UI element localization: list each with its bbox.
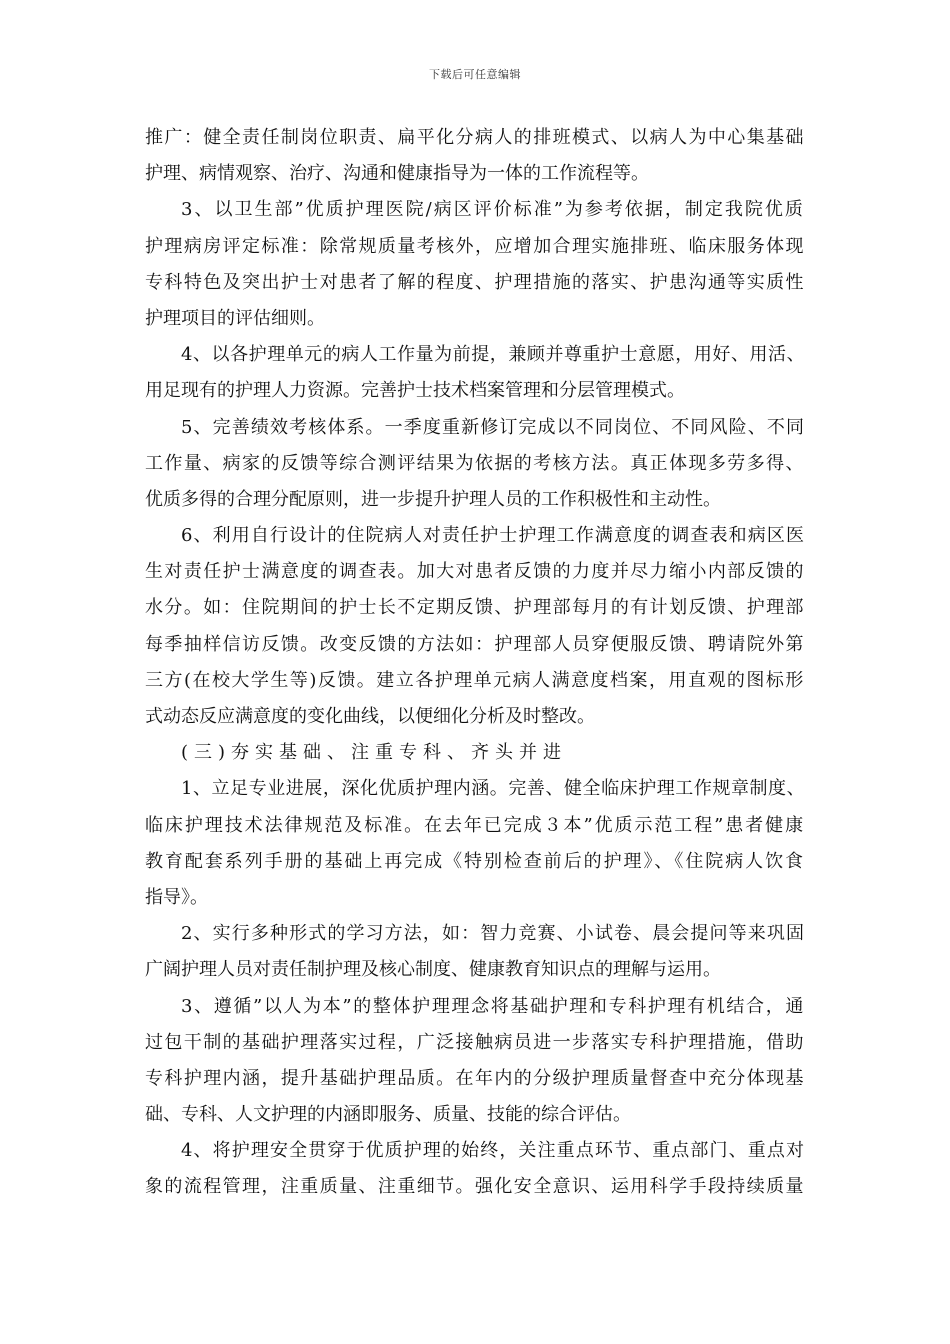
text-line: (三)夯实基础、注重专科、齐头并进 bbox=[181, 742, 568, 764]
text-line: 护理项目的评估细则。 bbox=[145, 307, 325, 329]
text-line: 3、以卫生部”优质护理医院/病区评价标准”为参考依据，制定我院优质 bbox=[181, 199, 805, 221]
text-line: 础、专科、人文护理的内涵即服务、质量、技能的综合评估。 bbox=[145, 1104, 631, 1126]
text-line: 护理、病情观察、治疗、沟通和健康指导为一体的工作流程等。 bbox=[145, 163, 649, 185]
text-line: 每季抽样信访反馈。改变反馈的方法如：护理部人员穿便服反馈、聘请院外第 bbox=[145, 633, 805, 655]
text-line: 5、完善绩效考核体系。一季度重新修订完成以不同岗位、不同风险、不同 bbox=[181, 416, 805, 438]
text-line: 三方(在校大学生等)反馈。建立各护理单元病人满意度档案，用直观的图标形 bbox=[145, 669, 805, 691]
text-line: 护理病房评定标准：除常规质量考核外，应增加合理实施排班、临床服务体现 bbox=[145, 235, 805, 257]
text-line: 用足现有的护理人力资源。完善护士技术档案管理和分层管理模式。 bbox=[145, 380, 685, 402]
text-line: 广阔护理人员对责任制护理及核心制度、健康教育知识点的理解与运用。 bbox=[145, 959, 721, 981]
text-line: 4、以各护理单元的病人工作量为前提，兼顾并尊重护士意愿，用好、用活、 bbox=[181, 344, 805, 366]
text-line: 工作量、病家的反馈等综合测评结果为依据的考核方法。真正体现多劳多得、 bbox=[145, 452, 805, 474]
text-line: 教育配套系列手册的基础上再完成《特别检查前后的护理》、《住院病人饮食 bbox=[145, 850, 805, 872]
text-line: 6、利用自行设计的住院病人对责任护士护理工作满意度的调查表和病区医 bbox=[181, 525, 805, 547]
text-line: 2、实行多种形式的学习方法，如：智力竞赛、小试卷、晨会提问等来巩固 bbox=[181, 923, 805, 945]
text-line: 专科护理内涵，提升基础护理品质。在年内的分级护理质量督查中充分体现基 bbox=[145, 1067, 805, 1089]
text-line: 1、立足专业进展，深化优质护理内涵。完善、健全临床护理工作规章制度、 bbox=[181, 778, 805, 800]
text-line: 4、将护理安全贯穿于优质护理的始终，关注重点环节、重点部门、重点对 bbox=[181, 1140, 805, 1162]
text-line: 过包干制的基础护理落实过程，广泛接触病员进一步落实专科护理措施，借助 bbox=[145, 1031, 805, 1053]
document-body bbox=[145, 120, 805, 1206]
text-line: 生对责任护士满意度的调查表。加大对患者反馈的力度并尽力缩小内部反馈的 bbox=[145, 561, 805, 583]
text-line: 3、遵循”以人为本”的整体护理理念将基础护理和专科护理有机结合，通 bbox=[181, 995, 805, 1017]
text-line: 推广：健全责任制岗位职责、扁平化分病人的排班模式、以病人为中心集基础 bbox=[145, 127, 805, 148]
text-line: 式动态反应满意度的变化曲线，以便细化分析及时整改。 bbox=[145, 706, 595, 727]
text-line: 指导》。 bbox=[145, 886, 208, 908]
text-line: 优质多得的合理分配原则，进一步提升护理人员的工作积极性和主动性。 bbox=[145, 488, 721, 510]
text-line: 专科特色及突出护士对患者了解的程度、护理措施的落实、护患沟通等实质性 bbox=[145, 271, 805, 293]
text-line: 象的流程管理，注重质量、注重细节。强化安全意识、运用科学手段持续质量 bbox=[145, 1176, 805, 1198]
text-line: 临床护理技术法律规范及标准。在去年已完成３本”优质示范工程”患者健康 bbox=[145, 814, 805, 836]
text-line: 水分。如：住院期间的护士长不定期反馈、护理部每月的有计划反馈、护理部 bbox=[145, 597, 805, 619]
page-header: 下载后可任意编辑 bbox=[429, 68, 521, 81]
